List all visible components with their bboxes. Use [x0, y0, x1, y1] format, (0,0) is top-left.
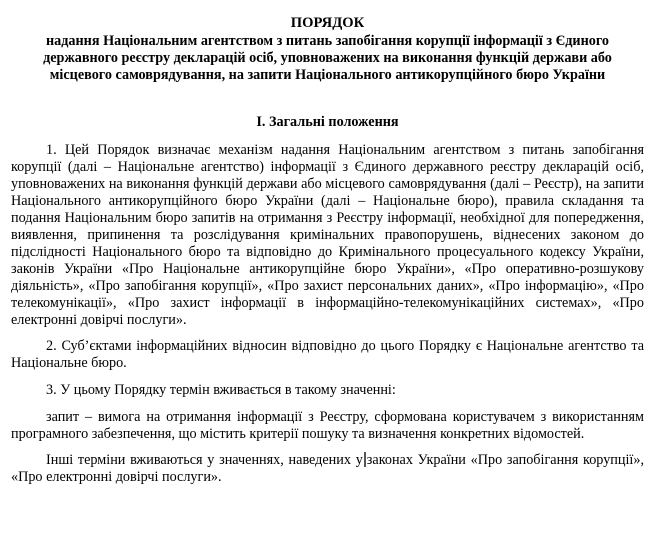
paragraph-5: [11, 452, 644, 486]
document-title-text: ПОРЯДОК: [290, 15, 365, 31]
paragraph-5-start: Інші терміни вживаються у значеннях, наведених у: [46, 452, 363, 469]
paragraph-1: 1. Цей Порядок визначає механізм надання Національним агентством з питань запобігання корупції (далі – Національне агентство) інформації з Єдиного державного реєстру декларацій осіб, уповноважених на виконання функцій держави або місцевого самоврядування (далі – Реєстр), на запити Національного антикорупційного бюро України (далі – Національне бюро), правила складання та подання Національним бюро запитів на отримання з Реєстру інформації, необхідної для попередження, виявлення, припинення та розслідування кримінальних правопорушень, віднесених законом до підслідності Національного бюро та відповідно до Кримінального процесуального кодексу України, законів України «Про Національне антикорупційне бюро України», «Про оперативно-розшукову діяльність», «Про запобігання корупції», «Про захист персональних даних», «Про інформацію», «Про телекомунікації», «Про захист інформації в інформаційно-телекомунікаційних системах», «Про електронні довірчі послуги».: [11, 141, 644, 328]
document-title: [11, 15, 644, 32]
paragraph-4: запит – вимога на отримання інформації з Реєстру, сформована користувачем з використанням програмного забезпечення, що містить критерії пошуку та визначення конкретних відомостей.: [11, 408, 644, 442]
document-subtitle: надання Національним агентством з питань запобігання корупції інформації з Єдиного державного реєстру декларацій осіб, уповноважених на виконання функцій держави або місцевого самоврядування, на запити Національного антикорупційного бюро України: [43, 33, 612, 84]
text-cursor: [364, 452, 366, 467]
paragraph-2: 2. Суб’єктами інформаційних відносин відповідно до цього Порядку є Національне агентство та Національне бюро.: [11, 338, 644, 372]
paragraph-5-end: законах України «Про запобігання корупції», «Про електронні довірчі послуги».: [11, 452, 644, 486]
section-heading: І. Загальні положення: [256, 113, 399, 130]
paragraph-3: 3. У цьому Порядку термін вживається в такому значенні:: [46, 381, 396, 398]
